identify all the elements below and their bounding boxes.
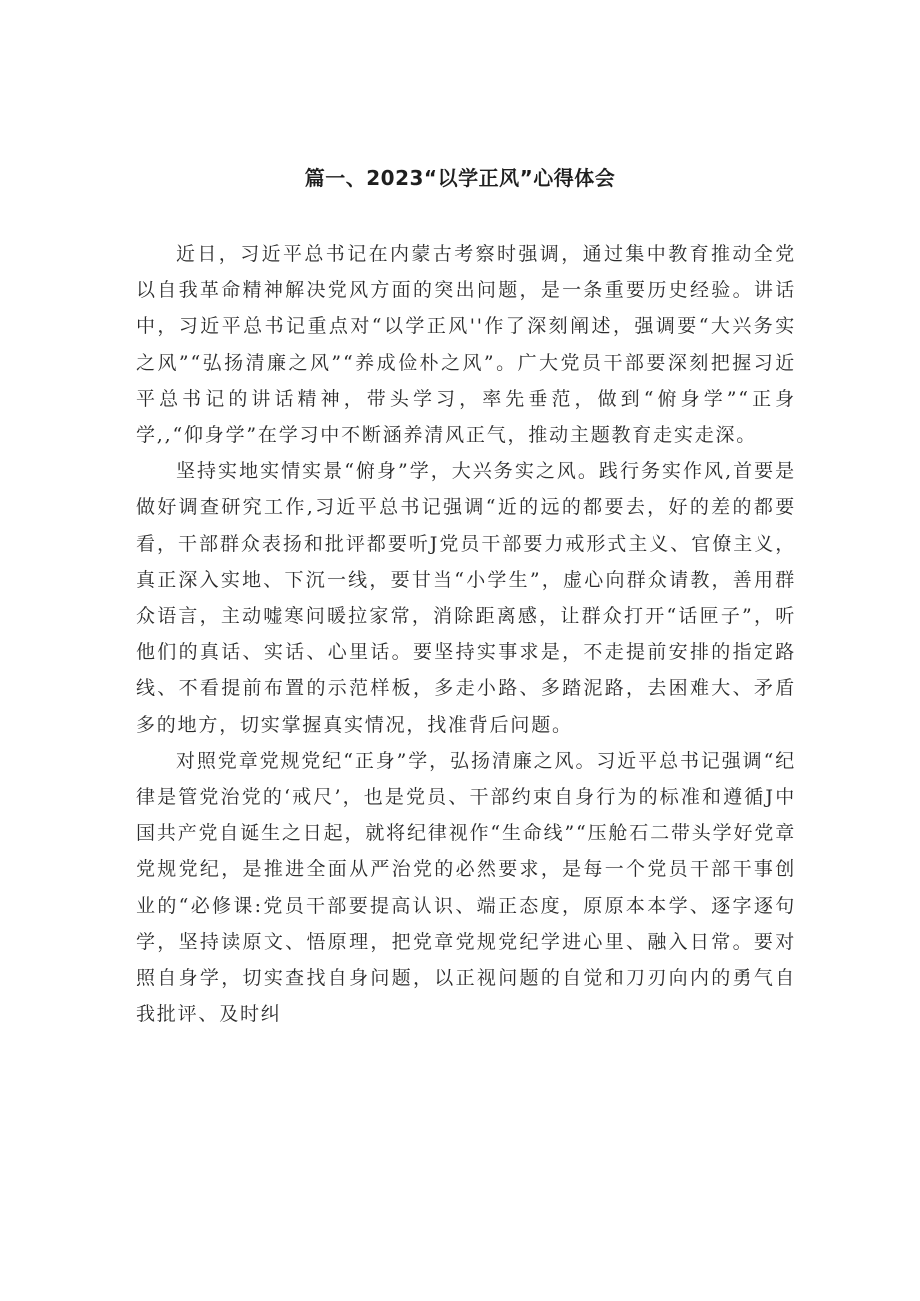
paragraph: 坚持实地实情实景“俯身”学，大兴务实之风。践行务实作风,首要是做好调查研究工作,习近平总书记强调“近的远的都要去，好的差的都要看，干部群众表扬和批评都要听J党员干部要力戒形式主义、官僚主义，真正深入实地、下沉一线，要甘当“小学生”，虚心向群众请教，善用群众语言，主动嘘寒问暖拉家常，消除距离感，让群众打开“话匣子”，听他们的真话、实话、心里话。要坚持实事求是，不走提前安排的指定路线、不看提前布置的示范样板，多走小路、多踏泥路，去困难大、矛盾多的地方，切实掌握真实情况，找准背后问题。 [136, 460, 796, 736]
paragraph: 近日，习近平总书记在内蒙古考察时强调，通过集中教育推动全党以自我革命精神解决党风方面的突出问题，是一条重要历史经验。讲话中，习近平总书记重点对“以学正风''作了深刻阐述，强调要“大兴务实之风”“弘扬清廉之风”“养成俭朴之风”。广大党员干部要深刻把握习近平总书记的讲话精神，带头学习，率先垂范，做到“俯身学”“正身学,,“仰身学”在学习中不断涵养清风正气，推动主题教育走实走深。 [136, 243, 796, 447]
paragraph: 对照党章党规党纪“正身”学，弘扬清廉之风。习近平总书记强调“纪律是管党治党的‘戒尺’，也是党员、干部约束自身行为的标准和遵循J中国共产党自诞生之日起，就将纪律视作“生命线”“压舱石二带头学好党章党规党纪，是推进全面从严治党的必然要求，是每一个党员干部干事创业的“必修课:党员干部要提高认识、端正态度，原原本本学、逐字逐句学，坚持读原文、悟原理，把党章党规党纪学进心里、融入日常。要对照自身学，切实查找自身问题，以正视问题的自觉和刀刃向内的勇气自我批评、及时纠 [136, 749, 796, 1026]
document-title: 篇一、2023“以学正风”心得体会 [304, 166, 616, 190]
document-body [136, 236, 796, 1032]
